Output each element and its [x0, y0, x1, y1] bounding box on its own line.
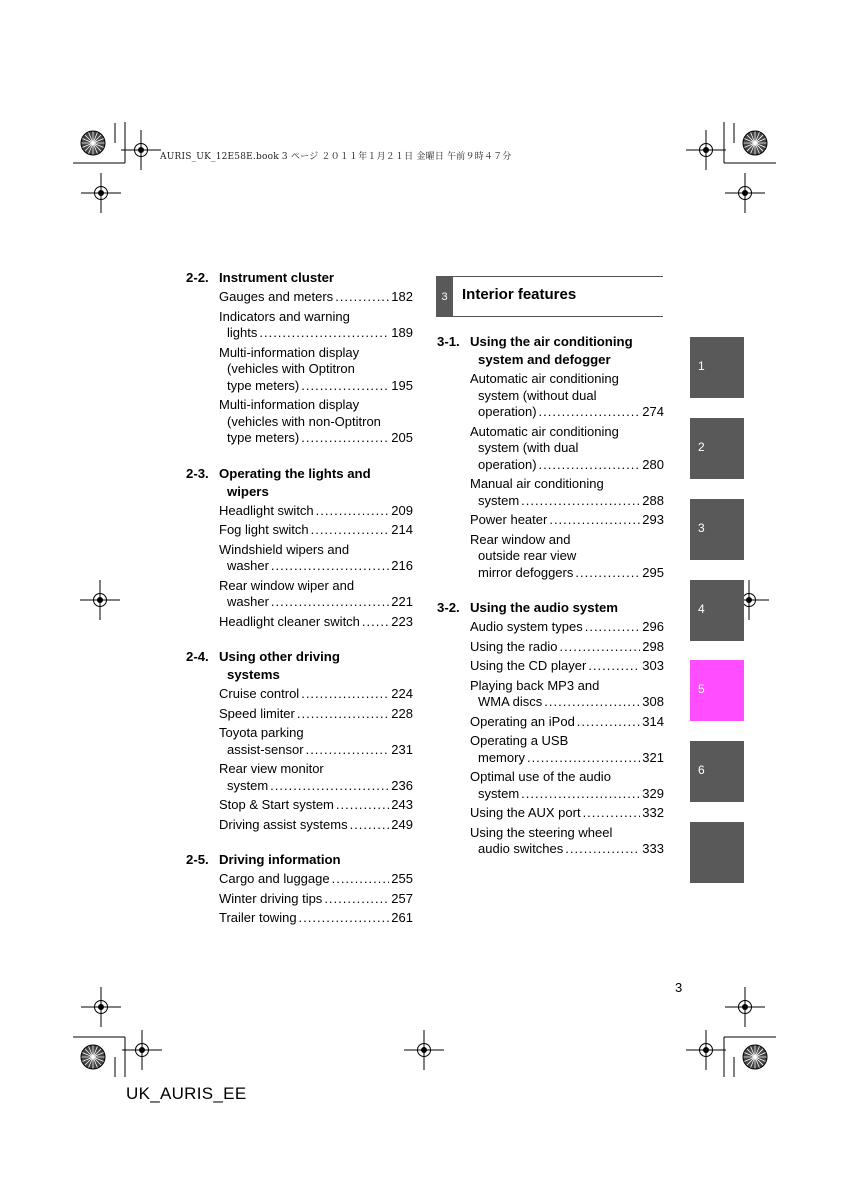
entry-text-line: (vehicles with Optitron — [227, 361, 355, 376]
entry-last-line — [219, 797, 413, 814]
toc-entry[interactable] — [219, 761, 413, 794]
entry-last-line — [470, 457, 664, 474]
entry-text: system — [478, 785, 520, 801]
chapter-tab-label: 6 — [698, 763, 705, 777]
entry-page-number: 236 — [391, 777, 413, 793]
section-title-text — [219, 269, 416, 287]
toc-entry[interactable] — [219, 706, 413, 723]
entry-last-line — [219, 706, 413, 723]
dot-leader — [588, 658, 640, 675]
entry-text: Stop & Start system — [219, 797, 334, 812]
toc-entry[interactable] — [470, 825, 664, 858]
entry-text: Fog light switch — [219, 522, 309, 537]
chapter-tab-3[interactable] — [690, 499, 744, 560]
section-title — [437, 333, 667, 369]
entry-text: Trailer towing — [219, 910, 297, 925]
dot-leader — [301, 378, 389, 395]
entry-last-line — [470, 639, 664, 656]
entry-text-line: Manual air conditioning — [470, 476, 604, 491]
registration-star-icon — [81, 131, 105, 155]
chapter-tab-5[interactable] — [690, 660, 744, 721]
toc-entry[interactable] — [219, 345, 413, 395]
entry-last-line — [219, 558, 413, 575]
entry-page-number: 321 — [642, 749, 664, 765]
section-title-line: Instrument cluster — [219, 270, 335, 285]
dot-leader — [335, 289, 389, 306]
entry-page-number: 214 — [391, 522, 413, 537]
toc-left-column — [186, 269, 416, 945]
section-title-line: Using the audio system — [470, 600, 619, 615]
dot-leader — [539, 404, 641, 421]
entry-page-number: 221 — [391, 594, 413, 609]
entry-text: memory — [478, 749, 525, 765]
entry-text-line: Multi-information display — [219, 397, 360, 412]
toc-entry[interactable] — [219, 289, 413, 306]
entry-text: Cruise control — [219, 686, 300, 701]
section-title — [186, 269, 416, 287]
entry-text-line: Rear window wiper and — [219, 577, 355, 593]
entry-last-line — [219, 891, 413, 908]
entry-page-number: 332 — [642, 805, 664, 820]
entry-text: washer — [227, 558, 269, 573]
entry-last-line — [470, 841, 664, 858]
entry-page-number: 293 — [642, 512, 664, 527]
entry-last-line — [470, 493, 664, 510]
registration-target-icon — [122, 1030, 162, 1070]
registration-star-icon — [743, 131, 767, 155]
entry-text: Operating an iPod — [470, 713, 575, 729]
entry-page-number: 209 — [391, 502, 413, 518]
entry-text: Gauges and meters — [219, 289, 334, 304]
dot-leader — [527, 750, 640, 767]
entry-page-number: 314 — [642, 713, 664, 729]
toc-entry[interactable] — [470, 658, 664, 675]
chapter-tab-6[interactable] — [690, 741, 744, 802]
dot-leader — [324, 891, 389, 908]
entry-text: Power heater — [470, 512, 548, 527]
entry-page-number: 255 — [391, 871, 413, 886]
registration-target-icon — [121, 130, 161, 170]
toc-section — [186, 648, 416, 833]
entry-last-line — [470, 786, 664, 803]
entry-page-number: 249 — [391, 816, 413, 832]
dot-leader — [559, 639, 640, 656]
section-number: 2-4. — [186, 649, 209, 664]
toc-section — [186, 851, 416, 927]
entry-last-line — [219, 871, 413, 888]
toc-entry[interactable] — [470, 714, 664, 731]
section-title-text — [470, 599, 667, 617]
dot-leader — [311, 522, 390, 539]
entry-last-line — [219, 594, 413, 611]
entry-page-number: 189 — [391, 325, 413, 340]
section-title — [186, 648, 416, 684]
entry-text: operation) — [478, 404, 537, 419]
registration-target-icon — [80, 580, 120, 620]
toc-right-column — [437, 333, 667, 876]
section-title — [437, 599, 667, 617]
chapter-tab-1[interactable] — [690, 337, 744, 398]
chapter-tab-label: 2 — [698, 440, 705, 454]
entry-text: lights — [227, 325, 258, 340]
dot-leader — [306, 742, 390, 759]
toc-entry[interactable] — [219, 797, 413, 814]
toc-section — [186, 465, 416, 631]
chapter-tab-label: 1 — [698, 359, 705, 373]
entry-text: Winter driving tips — [219, 890, 323, 906]
entry-text: system — [227, 777, 269, 793]
entry-last-line — [219, 325, 413, 342]
dot-leader — [583, 805, 641, 822]
toc-entry[interactable] — [219, 891, 413, 908]
dot-leader — [521, 493, 640, 510]
entry-page-number: 243 — [391, 797, 413, 812]
toc-entry[interactable] — [470, 512, 664, 529]
entry-page-number: 329 — [642, 785, 664, 801]
toc-entry[interactable] — [219, 871, 413, 888]
toc-entry[interactable] — [470, 532, 664, 582]
dot-leader — [271, 558, 389, 575]
entry-text: Audio system types — [470, 619, 583, 634]
chapter-tab-label: 4 — [698, 602, 705, 616]
entry-text: WMA discs — [478, 694, 543, 709]
entry-last-line — [470, 404, 664, 421]
entry-text: assist-sensor — [227, 741, 304, 757]
footer-code: UK_AURIS_EE — [126, 1084, 247, 1103]
registration-star-icon — [81, 1045, 105, 1069]
entry-page-number: 257 — [391, 890, 413, 906]
chapter-header — [436, 276, 663, 317]
entry-text-line: Indicators and warning — [219, 308, 350, 324]
dot-leader — [577, 714, 641, 731]
section-title-text — [219, 465, 416, 501]
toc-entry[interactable] — [219, 686, 413, 703]
entry-last-line — [219, 910, 413, 927]
section-number: 3-2. — [437, 600, 460, 615]
dot-leader — [549, 512, 640, 529]
dot-leader — [362, 614, 389, 631]
entry-text-line: Multi-information display — [219, 344, 360, 360]
chapter-tab-4[interactable] — [690, 580, 744, 641]
section-title-text — [219, 648, 416, 684]
entry-last-line — [219, 778, 413, 795]
entry-page-number: 261 — [391, 910, 413, 925]
registration-target-icon — [404, 1030, 444, 1070]
section-title-line: systems — [227, 667, 280, 682]
dot-leader — [270, 778, 389, 795]
toc-entry[interactable] — [219, 397, 413, 447]
section-title-line: wipers — [227, 483, 269, 499]
entry-text-line: Automatic air conditioning — [470, 371, 619, 386]
entry-text-line: Playing back MP3 and — [470, 677, 600, 693]
entry-text-line: Toyota parking — [219, 725, 304, 740]
entry-text: Using the AUX port — [470, 805, 581, 820]
entry-last-line — [219, 614, 413, 631]
entry-page-number: 308 — [642, 694, 664, 709]
entry-page-number: 182 — [391, 289, 413, 304]
entry-text: Headlight cleaner switch — [219, 613, 360, 629]
toc-section — [437, 599, 667, 858]
toc-entry[interactable] — [219, 725, 413, 758]
toc-entry[interactable] — [219, 522, 413, 539]
entry-text-line: outside rear view — [478, 548, 577, 563]
entry-last-line — [470, 805, 664, 822]
entry-page-number: 298 — [642, 638, 664, 654]
toc-entry[interactable] — [470, 678, 664, 711]
entry-text-line: Operating a USB — [470, 733, 569, 748]
dot-leader — [301, 430, 389, 447]
dot-leader — [301, 686, 389, 703]
entry-last-line — [219, 289, 413, 306]
entry-last-line — [470, 565, 664, 582]
entry-text-line: Windshield wipers and — [219, 541, 350, 557]
entry-last-line — [470, 658, 664, 675]
toc-entry[interactable] — [219, 309, 413, 342]
entry-text-line: Optimal use of the audio — [470, 769, 611, 784]
entry-text: washer — [227, 594, 269, 609]
toc-entry[interactable] — [470, 733, 664, 766]
entry-text: Using the radio — [470, 638, 558, 654]
section-title-line: Using the air conditioning — [470, 334, 633, 349]
section-number: 2-2. — [186, 270, 209, 285]
entry-page-number: 274 — [642, 404, 664, 419]
dot-leader — [544, 694, 640, 711]
chapter-tab-label: 3 — [698, 521, 705, 535]
toc-entry[interactable] — [219, 817, 413, 834]
entry-last-line — [470, 694, 664, 711]
registration-target-icon — [686, 130, 726, 170]
dot-leader — [539, 457, 641, 474]
toc-entry[interactable] — [470, 424, 664, 474]
entry-last-line — [219, 817, 413, 834]
entry-text-line: (vehicles with non-Optitron — [227, 413, 381, 429]
entry-text: Speed limiter — [219, 705, 295, 721]
section-title-line: system and defogger — [478, 352, 611, 367]
section-number: 2-5. — [186, 852, 209, 867]
entry-text-line: system (without dual — [478, 387, 597, 403]
registration-target-icon — [725, 173, 765, 213]
dot-leader — [332, 871, 390, 888]
entry-page-number: 228 — [391, 705, 413, 721]
toc-entry[interactable] — [470, 476, 664, 509]
registration-target-icon — [81, 987, 121, 1027]
dot-leader — [336, 797, 389, 814]
toc-entry[interactable] — [219, 614, 413, 631]
toc-entry[interactable] — [219, 578, 413, 611]
toc-entry[interactable] — [219, 542, 413, 575]
entry-text: Driving assist systems — [219, 816, 348, 832]
section-title-text — [470, 333, 667, 369]
chapter-tab-blank[interactable] — [690, 822, 744, 883]
section-title-text — [219, 851, 416, 869]
section-title — [186, 465, 416, 501]
chapter-title: Interior features — [462, 286, 577, 303]
entry-page-number: 280 — [642, 456, 664, 472]
entry-last-line — [470, 619, 664, 636]
dot-leader — [299, 910, 390, 927]
section-number: 3-1. — [437, 334, 460, 349]
entry-text: type meters) — [227, 430, 300, 445]
entry-page-number: 224 — [391, 686, 413, 701]
dot-leader — [575, 565, 640, 582]
toc-entry[interactable] — [470, 639, 664, 656]
print-file-header: AURIS_UK_12E58E.book 3 ページ ２０１１年１月２１日 金曜日 午前９時４７分 — [160, 152, 512, 162]
toc-entry[interactable] — [470, 769, 664, 802]
registration-star-icon — [743, 1045, 767, 1069]
registration-target-icon — [686, 1030, 726, 1070]
entry-page-number: 288 — [642, 492, 664, 508]
entry-last-line — [219, 686, 413, 703]
section-title-line: Using other driving — [219, 649, 340, 664]
entry-page-number: 216 — [391, 558, 413, 573]
entry-last-line — [219, 378, 413, 395]
entry-text: type meters) — [227, 377, 300, 393]
entry-page-number: 195 — [391, 377, 413, 393]
entry-page-number: 333 — [642, 841, 664, 856]
entry-text-line: Rear window and — [470, 531, 571, 547]
toc-entry[interactable] — [219, 910, 413, 927]
entry-text-line: Rear view monitor — [219, 761, 324, 776]
entry-last-line — [470, 714, 664, 731]
entry-text: system — [478, 492, 520, 508]
entry-page-number: 295 — [642, 564, 664, 580]
dot-leader — [521, 786, 640, 803]
section-number: 2-3. — [186, 465, 209, 481]
chapter-tab-number: 3 — [436, 277, 453, 316]
toc-section — [437, 333, 667, 581]
registration-target-icon — [725, 987, 765, 1027]
entry-page-number: 223 — [391, 613, 413, 629]
entry-text-line: Using the steering wheel — [470, 824, 613, 840]
dot-leader — [350, 817, 390, 834]
entry-last-line — [470, 512, 664, 529]
entry-page-number: 296 — [642, 619, 664, 634]
registration-target-icon — [81, 173, 121, 213]
dot-leader — [271, 594, 389, 611]
dot-leader — [316, 503, 390, 520]
dot-leader — [297, 706, 389, 723]
entry-text-line: system (with dual — [478, 440, 579, 455]
chapter-tab-2[interactable] — [690, 418, 744, 479]
entry-text: Headlight switch — [219, 502, 314, 518]
toc-entry[interactable] — [470, 805, 664, 822]
section-title — [186, 851, 416, 869]
dot-leader — [565, 841, 640, 858]
entry-last-line — [219, 522, 413, 539]
dot-leader — [259, 325, 389, 342]
entry-page-number: 231 — [391, 741, 413, 757]
entry-text-line: Automatic air conditioning — [470, 423, 619, 439]
section-title-line: Operating the lights and — [219, 465, 371, 481]
dot-leader — [585, 619, 641, 636]
entry-text: Cargo and luggage — [219, 871, 330, 886]
entry-last-line — [219, 430, 413, 447]
entry-last-line — [470, 750, 664, 767]
toc-section — [186, 269, 416, 447]
toc-entry[interactable] — [470, 371, 664, 421]
entry-last-line — [219, 503, 413, 520]
chapter-tab-label: 5 — [698, 682, 705, 696]
entry-text: audio switches — [478, 841, 564, 856]
entry-last-line — [219, 742, 413, 759]
toc-entry[interactable] — [219, 503, 413, 520]
entry-page-number: 205 — [391, 430, 413, 445]
entry-page-number: 303 — [642, 658, 664, 673]
entry-text: Using the CD player — [470, 658, 587, 673]
entry-text: operation) — [478, 456, 537, 472]
toc-entry[interactable] — [470, 619, 664, 636]
page-number: 3 — [675, 980, 683, 995]
entry-text: mirror defoggers — [478, 564, 574, 580]
section-title-line: Driving information — [219, 852, 341, 867]
